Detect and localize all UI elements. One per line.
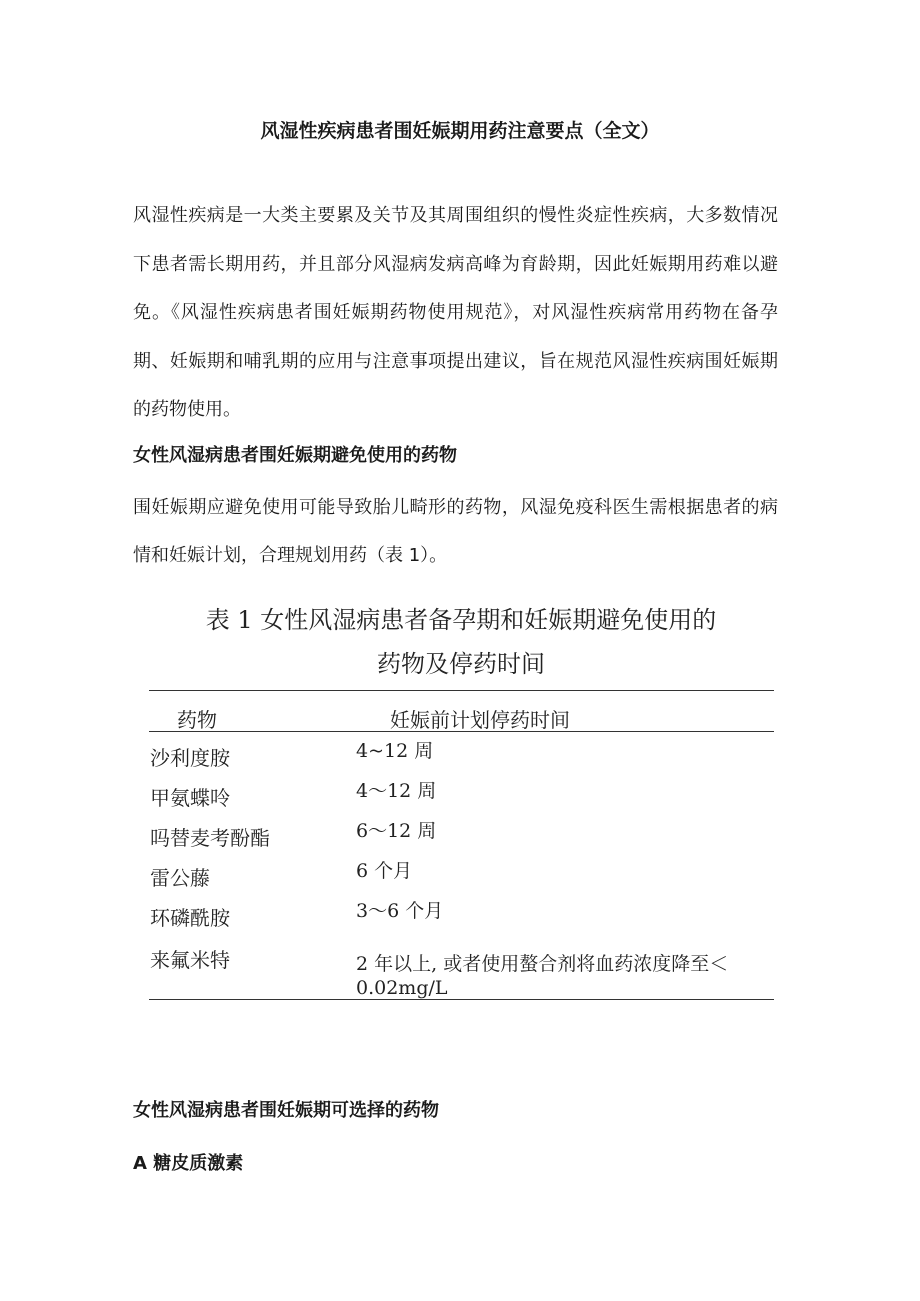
table-row-stop-time: 6～12 周 xyxy=(356,820,437,842)
table-caption xyxy=(150,598,772,686)
table-caption-line-1: 表 1 女性风湿病患者备孕期和妊娠期避免使用的 xyxy=(205,606,717,634)
table-bottom-rule xyxy=(149,999,774,1000)
table-row-stop-time: 4~12 周 xyxy=(356,740,434,762)
table-row-drug-name: 吗替麦考酚酯 xyxy=(150,826,270,850)
table-row-drug-name: 雷公藤 xyxy=(150,866,210,890)
table-row-drug-name: 甲氨蝶呤 xyxy=(150,786,230,810)
table-row-stop-time: 6 个月 xyxy=(356,860,413,882)
table-caption-line-2: 药物及停药时间 xyxy=(377,650,545,678)
section-heading-avoid-drugs: 女性风湿病患者围妊娠期避免使用的药物 xyxy=(133,445,457,466)
table-row-stop-time: 4～12 周 xyxy=(356,780,437,802)
table-header-stop-time: 妊娠前计划停药时间 xyxy=(390,708,570,732)
intro-paragraph: 风湿性疾病是一大类主要累及关节及其周围组织的慢性炎症性疾病，大多数情况下患者需长期用药，并且部分风湿病发病高峰为育龄期，因此妊娠期用药难以避免。《风湿性疾病患者围妊娠期药物使用规范》，对风湿性疾病常用药物在备孕期、妊娠期和哺乳期的应用与注意事项提出建议，旨在规范风湿性疾病围妊娠期的药物使用。 xyxy=(133,205,778,420)
subsection-heading-glucocorticoids: A 糖皮质激素 xyxy=(133,1153,244,1174)
table-row-stop-time: 3～6 个月 xyxy=(356,900,444,922)
table-header-drug: 药物 xyxy=(177,708,217,732)
section-paragraph-avoid-drugs: 围妊娠期应避免使用可能导致胎儿畸形的药物，风湿免疫科医生需根据患者的病情和妊娠计划，合理规划用药（表 1）。 xyxy=(133,497,778,566)
table-top-rule xyxy=(149,690,774,691)
table-header-rule xyxy=(149,731,774,732)
table-row-stop-time: 2 年以上, 或者使用螯合剂将血药浓度降至＜0.02mg/L xyxy=(356,953,729,999)
section-heading-allowed-drugs: 女性风湿病患者围妊娠期可选择的药物 xyxy=(133,1100,439,1121)
document-title: 风湿性疾病患者围妊娠期用药注意要点（全文） xyxy=(260,120,660,142)
table-row-drug-name: 沙利度胺 xyxy=(150,746,230,770)
table-row-drug-name: 来氟米特 xyxy=(150,948,230,972)
table-row-drug-name: 环磷酰胺 xyxy=(150,906,230,930)
